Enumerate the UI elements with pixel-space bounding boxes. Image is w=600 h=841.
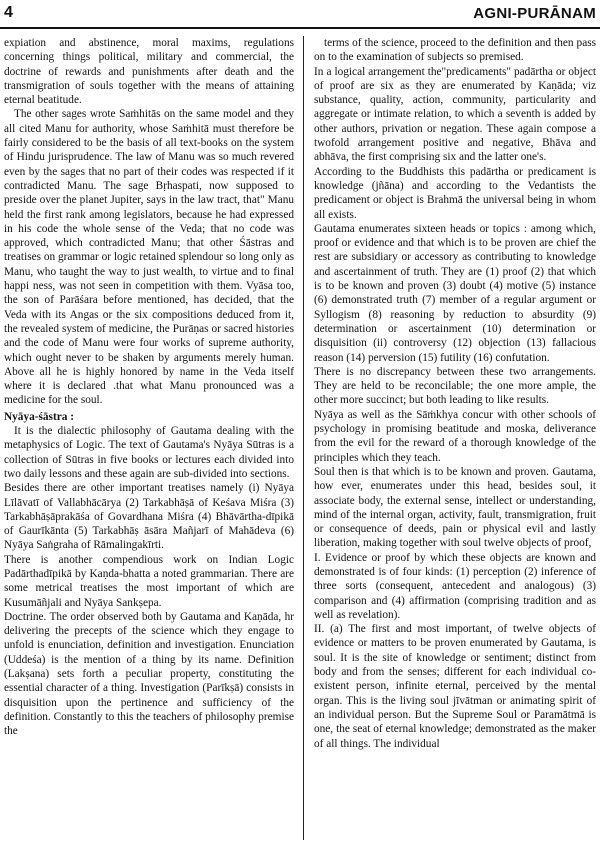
paragraph: expiation and abstinence, moral maxims, regulations concerning things political, military and commercial, the doctrine of rewards and punishments after death and the transmigration of souls together with the means of attaining eternal beatitude. [4,37,294,107]
running-title: AGNI-PURĀNAM [473,5,596,22]
paragraph: I. Evidence or proof by which these objects are known and demonstrated is of four kinds: (1) perception (2) inference of three sorts (consequent, antecedent and analogous) (3) comparison and (4) affirmation (comprising tradition and as well as revelation). [314,551,596,621]
left-column [4,36,294,836]
column-divider [303,36,304,840]
paragraph: The other sages wrote Saṁhitās on the same model and they all cited Manu for authority, whose Saṁhitā must therefore be fairly considered to be the basis of all text-books on the system of Hindu jurisprudence. The law of Manu was so much revered even by the sages that no part of their codes was respected if it contradicted Manu. The sage Bṛhaspati, now supposed to preside over the planet Jupiter, says in the law tract, that" Manu held the first rank among legislators, because he had expressed in his code the whole sense of the Veda; that no code was approved, which contradicted Manu; that other Śāstras and treatises on grammar or logic retained splendour so long only as Manu, who taught the way to just wealth, to virtue and to final happi ness, was not seen in competition with them. Vyāsa too, the son of Parāśara before mentioned, has decided, that the Veda with its Angas or the six compositions deduced from it, the revealed system of medicine, the Purāṇas or sacred histories and the code of Manu were four works of supreme authority, which ought never to be shaken by arguments merely human. Above all he is highly honored by name in the Veda itself where it is declared .that what Manu pronounced was a medicine for the soul. [4,108,294,407]
paragraph: There is another compendious work on Indian Logic Padārthadīpikā by Kaṇda-bhatta a noted grammarian. There are some metrical treatises the most important of which are Kusumāñjali and Nyāya Sankṣepa. [4,553,294,609]
paragraph: In a logical arrangement the"predicaments" padārtha or object of proof are six as they are enumerated by Kaṇāda; viz substance, quality, action, community, particularity and aggregate or intimate relation, to which a seventh is added by other authors, privation or negation. These again compose a twofold arrangement positive and negative, Bhāva and abhāva, the first comprising six and the latter one's. [314,65,596,164]
header-rule [0,27,600,29]
paragraph: There is no discrepancy between these two arrangements. They are held to be reconcilable; the one more ample, the other more succinct; but both leading to like results. [314,365,596,407]
paragraph: It is the dialectic philosophy of Gautama dealing with the metaphysics of Logic. The text of Gautama's Nyāya Sūtras is a collection of Sūtras in five books or lectures each divided into two daily lessons and these again are sub-divided into sections. [4,425,294,480]
section-heading: Nyāya-śāstra : [4,410,74,423]
paragraph: Besides there are other important treatises namely (i) Nyāya Līlāvatī of Vallabhācārya (2) Tarkabhāṣā of Keśava Miśra (3) Tarkabhāṣāprakāśa of Govardhana Miśra (4) Bhāvārtha-dīpikā of Gaurīkānta (5) Tarkabhāṣ āsāra Mañjarī of Mahādeva (6) Nyāya Saṅgraha of Rāmalingakīrti. [4,482,294,552]
right-column [314,36,596,836]
paragraph: Nyāya as well as the Sāṁkhya concur with other schools of psychology in promising beatitude and moska, deliverance from the evil for the reward of a thorough knowledge of the principles which they teach. [314,408,596,464]
paragraph: II. (a) The first and most important, of twelve objects of evidence or matters to be proven enumerated by Gautama, is soul. It is the site of knowledge or sentiment; distinct from body and from the senses; different for each individual co-existent person, infinite eternal, perceived by the mental organ. This is the living soul jīvātman or animating spirit of an individual person. But the Supreme Soul or Paramātmā is one, the seat of eternal knowledge; demonstrated as the maker of all things. The individual [314,623,596,750]
paragraph: Doctrine. The order observed both by Gautama and Kaṇāda, hr delivering the precepts of the science which they engage to unfold is enunciation, definition and investigation. Enunciation (Uddeśa) is the mention of a thing by its name. Definition (Lakṣana) sets forth a peculiar property, constituting the essential character of a thing. Investigation (Parīkṣā) consists in disquisition upon the pertinence and sufficiency of the definition. Constantly to this the teachers of philosophy premise the [4,610,294,738]
paragraph: Gautama enumerates sixteen heads or topics : among which, proof or evidence and that which is to be proven are chief the rest are subsidiary or accessory as contributing to knowledge and ascertainment of truth. They are (1) proof (2) that which is to be known and proven (3) doubt (4) motive (5) instance (6) demonstrated truth (7) member of a regular argument or Syllogism (8) reasoning by reduction to absurdity (9) determination or ascertainment (10) determination or disquisition (ii) controversy (12) objection (13) fallacious reason (14) perversion (15) futility (16) confutation. [314,222,596,364]
paragraph: terms of the science, proceed to the definition and then pass on to the examination of subjects so premised. [314,37,596,64]
paragraph: According to the Buddhists this padārtha or predicament is knowledge (jñāna) and according to the Vedantists the predicament or object is Brahmā the universal being in whom all exists. [314,165,596,221]
paragraph: Soul then is that which is to be known and proven. Gautama, how ever, enumerates under this head, besides soul, it associate body, the external sense, intellect or understanding, mind of the internal organ, activity, fault, transmigration, fruit or consequence of deeds, pain or physical evil and lastly liberation, making together with soul twelve objects of proof, [314,465,596,550]
page-number: 4 [4,4,13,21]
